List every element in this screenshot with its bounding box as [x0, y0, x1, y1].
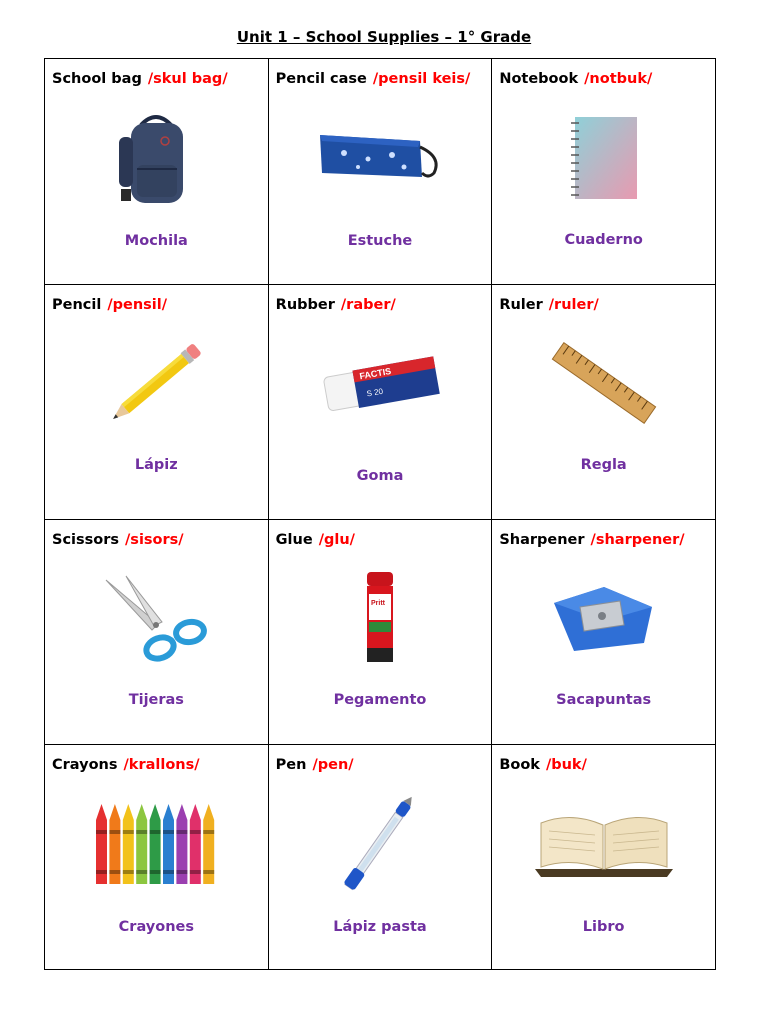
- card-notebook: [492, 59, 716, 285]
- card-pencil: [45, 285, 269, 520]
- pen-icon: [269, 789, 492, 897]
- vocabulary-grid: [44, 58, 716, 970]
- english-word: Rubber: [275, 297, 335, 313]
- spanish-word: Mochila: [124, 233, 188, 249]
- phonetic: /notbuk/: [584, 71, 653, 87]
- english-word: Crayons: [52, 757, 118, 773]
- english-word: Book: [499, 757, 540, 773]
- pencil-icon: [45, 329, 268, 437]
- card-heading: [499, 297, 598, 313]
- spanish-word: Libro: [582, 919, 625, 935]
- backpack-icon: [45, 103, 268, 211]
- spanish-word: Sacapuntas: [556, 692, 652, 708]
- spanish-word: Crayones: [118, 919, 194, 935]
- scissors-icon: [45, 564, 268, 672]
- spanish-word: Lápiz pasta: [333, 919, 427, 935]
- sharpener-icon: [492, 564, 715, 672]
- card-heading: [52, 532, 184, 548]
- spanish-word: Regla: [580, 457, 627, 473]
- phonetic: /raber/: [340, 297, 396, 313]
- english-word: Pen: [275, 757, 307, 773]
- english-word: Glue: [275, 532, 313, 548]
- book-icon: [492, 789, 715, 897]
- spanish-word: Estuche: [347, 233, 413, 249]
- card-heading: [276, 297, 396, 313]
- english-word: School bag: [52, 71, 142, 87]
- ruler-icon: [492, 329, 715, 437]
- phonetic: /sisors/: [125, 532, 184, 548]
- card-heading: [499, 71, 652, 87]
- card-pen: [268, 745, 492, 970]
- english-word: Notebook: [499, 71, 579, 87]
- pencil-case-icon: [269, 103, 492, 211]
- card-pencil-case: [268, 59, 492, 285]
- spanish-word: Pegamento: [333, 692, 427, 708]
- spanish-word: Goma: [356, 468, 404, 484]
- card-heading: [276, 532, 355, 548]
- card-scissors: [45, 520, 269, 745]
- phonetic: /pensil keis/: [372, 71, 471, 87]
- phonetic: /ruler/: [548, 297, 599, 313]
- card-sharpener: [492, 520, 716, 745]
- spanish-word: Cuaderno: [564, 232, 643, 248]
- eraser-brand: FACTIS: [358, 365, 392, 382]
- phonetic: /glu/: [318, 532, 355, 548]
- english-word: Pencil: [52, 297, 102, 313]
- card-school-bag: [45, 59, 269, 285]
- phonetic: /skul bag/: [147, 71, 228, 87]
- card-book: [492, 745, 716, 970]
- english-word: Pencil case: [275, 71, 367, 87]
- crayons-icon: [45, 789, 268, 897]
- phonetic: /buk/: [545, 757, 587, 773]
- card-heading: [52, 297, 167, 313]
- glue-stick-icon: [269, 564, 492, 672]
- card-heading: [499, 757, 587, 773]
- card-crayons: [45, 745, 269, 970]
- notebook-icon: [492, 103, 715, 211]
- eraser-icon: [269, 329, 492, 437]
- page-title: Unit 1 – School Supplies – 1° Grade: [236, 28, 532, 46]
- card-rubber: [268, 285, 492, 520]
- card-heading: [52, 71, 228, 87]
- phonetic: /sharpener/: [590, 532, 685, 548]
- english-word: Sharpener: [499, 532, 585, 548]
- card-ruler: [492, 285, 716, 520]
- phonetic: /pen/: [312, 757, 354, 773]
- phonetic: /pensil/: [107, 297, 168, 313]
- card-glue: [268, 520, 492, 745]
- phonetic: /krallons/: [123, 757, 200, 773]
- card-heading: [52, 757, 200, 773]
- glue-brand: Pritt: [370, 600, 385, 607]
- eraser-model: S 20: [365, 386, 384, 399]
- card-heading: [276, 71, 471, 87]
- english-word: Ruler: [499, 297, 543, 313]
- spanish-word: Tijeras: [128, 692, 184, 708]
- card-heading: [276, 757, 354, 773]
- english-word: Scissors: [52, 532, 120, 548]
- card-heading: [499, 532, 684, 548]
- spanish-word: Lápiz: [134, 457, 178, 473]
